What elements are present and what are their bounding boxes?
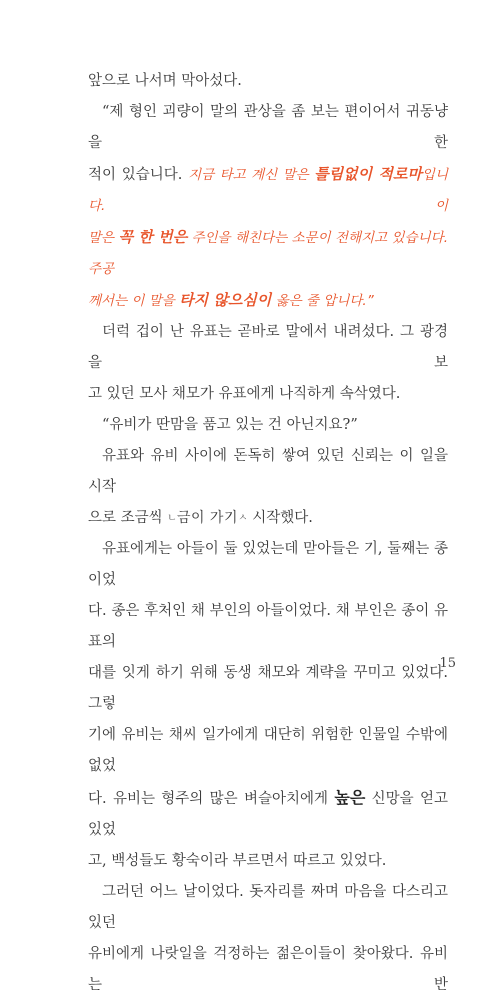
crack-mark-icon: ㄴ	[167, 513, 177, 524]
text-line	[88, 285, 448, 317]
highlighted-text: 말은	[88, 230, 119, 246]
text-segment: 대를 잇게 하기 위해 동생 채모와 계략을 꾸미고 있었다. 그렇	[88, 665, 448, 712]
text-segment: 앞으로 나서며 막아섰다.	[88, 73, 242, 89]
text-line	[88, 379, 448, 410]
body-text	[88, 66, 448, 1001]
highlighted-text: 옳은 줄 압니다.”	[271, 293, 374, 309]
text-segment: 으로 조금씩	[88, 510, 168, 526]
emphasized-text: 틀림없이 적로마	[314, 165, 422, 183]
highlighted-text: 께서는 이 말을	[88, 293, 180, 309]
text-line	[88, 159, 448, 222]
text-line	[88, 222, 448, 285]
text-line	[88, 877, 448, 939]
text-line	[88, 720, 448, 782]
page-number: 15	[439, 656, 456, 671]
highlighted-text: 지금 타고 계신 말은	[188, 167, 315, 183]
text-segment: 유표와 유비 사이에 돈독히 쌓여 있던 신뢰는 이 일을 시작	[88, 448, 448, 495]
text-segment: 더럭 겁이 난 유표는 곧바로 말에서 내려섰다. 그 광경을 보	[88, 324, 448, 371]
text-line	[88, 97, 448, 159]
text-segment: “유비가 딴맘을 품고 있는 건 아닌지요?”	[102, 417, 358, 433]
text-segment: 고, 백성들도 황숙이라 부르면서 따르고 있었다.	[88, 853, 387, 869]
emphasized-text: 꼭 한 번은	[118, 228, 188, 246]
highlighted-text: 입니다. 이	[88, 167, 448, 214]
text-segment: 고 있던 모사 채모가 유표에게 나직하게 속삭였다.	[88, 386, 401, 402]
text-segment: 기에 유비는 채씨 일가에게 대단히 위험한 인물일 수밖에 없었	[88, 727, 448, 774]
text-line	[88, 441, 448, 503]
emphasized-text: 타지 않으심이	[179, 291, 272, 309]
text-segment: 신망을 얻고 있었	[88, 791, 448, 838]
text-line	[88, 846, 448, 877]
text-line	[88, 596, 448, 658]
text-line	[88, 66, 448, 97]
crack-mark-icon: ㅅ	[237, 513, 248, 524]
text-line	[88, 782, 448, 846]
emphasized-text: 높은	[334, 788, 366, 807]
stylized-text: 금이 가기	[176, 510, 238, 526]
text-line	[88, 534, 448, 596]
text-segment: 적이 있습니다.	[88, 167, 189, 183]
text-line	[88, 939, 448, 1001]
text-segment: “제 형인 괴량이 말의 관상을 좀 보는 편이어서 귀동냥을 한	[88, 104, 448, 151]
text-segment: 그러던 어느 날이었다. 돗자리를 짜며 마음을 다스리고 있던	[88, 884, 448, 931]
highlighted-text: 주인을 해친다는 소문이 전해지고 있습니다. 주공	[88, 230, 448, 277]
text-segment: 시작했다.	[247, 510, 313, 526]
text-segment: 다. 유비는 형주의 많은 벼슬아치에게	[88, 791, 335, 807]
text-line	[88, 503, 448, 534]
text-segment: 다. 종은 후처인 채 부인의 아들이었다. 채 부인은 종이 유표의	[88, 603, 448, 650]
text-line	[88, 317, 448, 379]
text-segment: 유표에게는 아들이 둘 있었는데 맏아들은 기, 둘째는 종이었	[88, 541, 448, 588]
text-segment: 유비에게 나랏일을 걱정하는 젊은이들이 찾아왔다. 유비는 반	[88, 946, 448, 993]
text-line	[88, 410, 448, 441]
